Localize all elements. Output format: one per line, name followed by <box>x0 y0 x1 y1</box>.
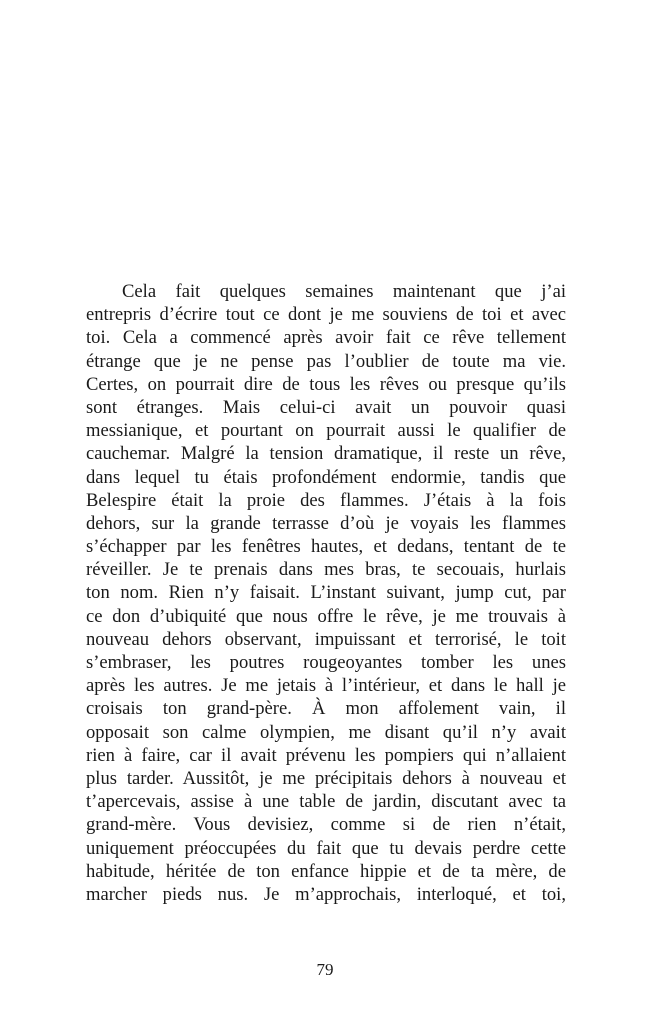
text-line: t’apercevais, assise à une table de jardin, discutant avec ta <box>86 791 566 813</box>
text-line: opposait son calme olympien, me disant qu’il n’y avait <box>86 721 566 743</box>
text-line: plus tarder. Aussitôt, je me précipitais dehors à nouveau et <box>86 767 566 789</box>
text-line: entrepris d’écrire tout ce dont je me souviens de toi et avec <box>86 304 566 326</box>
text-line: ce don d’ubiquité que nous offre le rêve, je me trouvais à <box>86 605 566 627</box>
page-number: 79 <box>316 960 334 979</box>
text-line: dehors, sur la grande terrasse d’où je voyais les flammes <box>86 512 566 534</box>
text-line: dans lequel tu étais profondément endormie, tandis que <box>86 466 566 488</box>
text-line: étrange que je ne pense pas l’oublier de toute ma vie. <box>86 350 566 372</box>
text-line: nouveau dehors observant, impuissant et terrorisé, le toit <box>86 628 566 650</box>
text-line: uniquement préoccupées du fait que tu devais perdre cette <box>86 837 566 859</box>
text-line: cauchemar. Malgré la tension dramatique, il reste un rêve, <box>86 443 566 465</box>
text-line: habitude, héritée de ton enfance hippie et de ta mère, de <box>86 860 566 882</box>
text-line: Certes, on pourrait dire de tous les rêves ou presque qu’ils <box>86 373 566 395</box>
text-line: sont étranges. Mais celui-ci avait un pouvoir quasi <box>86 396 566 418</box>
text-line: marcher pieds nus. Je m’approchais, interloqué, et toi, <box>86 883 566 905</box>
text-line: messianique, et pourtant on pourrait aussi le qualifier de <box>86 420 566 442</box>
text-line: s’échapper par les fenêtres hautes, et dedans, tentant de te <box>86 536 566 558</box>
text-line: réveiller. Je te prenais dans mes bras, te secouais, hurlais <box>86 559 566 581</box>
text-line: après les autres. Je me jetais à l’intérieur, et dans le hall je <box>86 675 566 697</box>
text-line: ton nom. Rien n’y faisait. L’instant suivant, jump cut, par <box>86 582 566 604</box>
text-line: croisais ton grand-père. À mon affolement vain, il <box>86 698 566 720</box>
text-line: rien à faire, car il avait prévenu les pompiers qui n’allaient <box>86 744 566 766</box>
text-line: toi. Cela a commencé après avoir fait ce rêve tellement <box>86 327 566 349</box>
text-line: Cela fait quelques semaines maintenant que j’ai <box>122 281 566 302</box>
text-line: Belespire était la proie des flammes. J’étais à la fois <box>86 489 566 511</box>
text-line: s’embraser, les poutres rougeoyantes tomber les unes <box>86 652 566 673</box>
body-text <box>86 280 566 906</box>
text-line: grand-mère. Vous devisiez, comme si de rien n’était, <box>86 814 566 836</box>
